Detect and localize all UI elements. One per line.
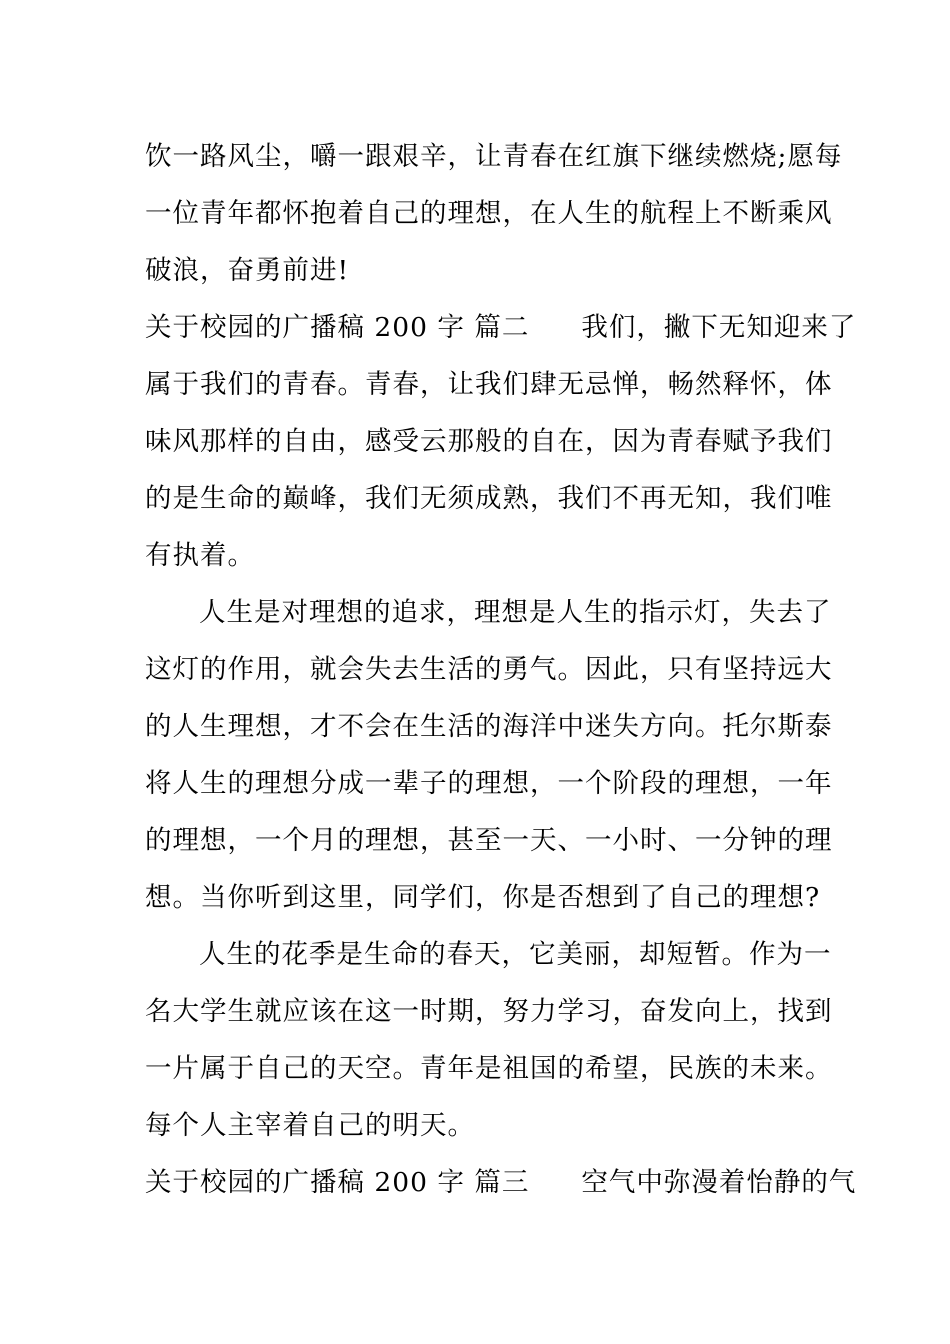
text-line: 属于我们的青春。青春，让我们肆无忌惮，畅然释怀，体 — [145, 369, 833, 400]
section-heading-line — [145, 1154, 857, 1211]
paragraph-start-line: 人生是对理想的追求，理想是人生的指示灯，失去了 — [199, 597, 832, 628]
section-heading: 关于校园的广播稿 200 字 篇三 — [145, 1167, 530, 1198]
section-heading-line — [145, 299, 857, 356]
text-line: 饮一路风尘，嚼一跟艰辛，让青春在红旗下继续燃烧;愿每 — [145, 141, 843, 172]
text-line: 一位青年都怀抱着自己的理想，在人生的航程上不断乘风 — [145, 198, 833, 229]
text-line: 的人生理想，才不会在生活的海洋中迷失方向。托尔斯泰 — [145, 711, 833, 742]
document-body — [145, 128, 857, 1211]
text-line: 破浪，奋勇前进! — [145, 255, 350, 286]
text-line: 每个人主宰着自己的明天。 — [145, 1110, 475, 1141]
text-line: 的是生命的巅峰，我们无须成熟，我们不再无知，我们唯 — [145, 483, 833, 514]
text-line: 一片属于自己的天空。青年是祖国的希望，民族的未来。 — [145, 1053, 833, 1084]
section-first-text: 我们，撇下无知迎来了 — [581, 312, 857, 343]
paragraph-start-line: 人生的花季是生命的春天，它美丽，却短暂。作为一 — [199, 939, 832, 970]
text-line: 的理想，一个月的理想，甚至一天、一小时、一分钟的理 — [145, 825, 833, 856]
text-line: 味风那样的自由，感受云那般的自在，因为青春赋予我们 — [145, 426, 833, 457]
section-first-text: 空气中弥漫着怡静的气 — [581, 1167, 857, 1198]
section-heading: 关于校园的广播稿 200 字 篇二 — [145, 312, 530, 343]
text-line: 有执着。 — [145, 540, 255, 571]
text-line: 这灯的作用，就会失去生活的勇气。因此，只有坚持远大 — [145, 654, 833, 685]
text-line: 想。当你听到这里，同学们，你是否想到了自己的理想? — [145, 882, 821, 913]
text-line: 名大学生就应该在这一时期，努力学习，奋发向上，找到 — [145, 996, 833, 1027]
text-line: 将人生的理想分成一辈子的理想，一个阶段的理想，一年 — [145, 768, 833, 799]
